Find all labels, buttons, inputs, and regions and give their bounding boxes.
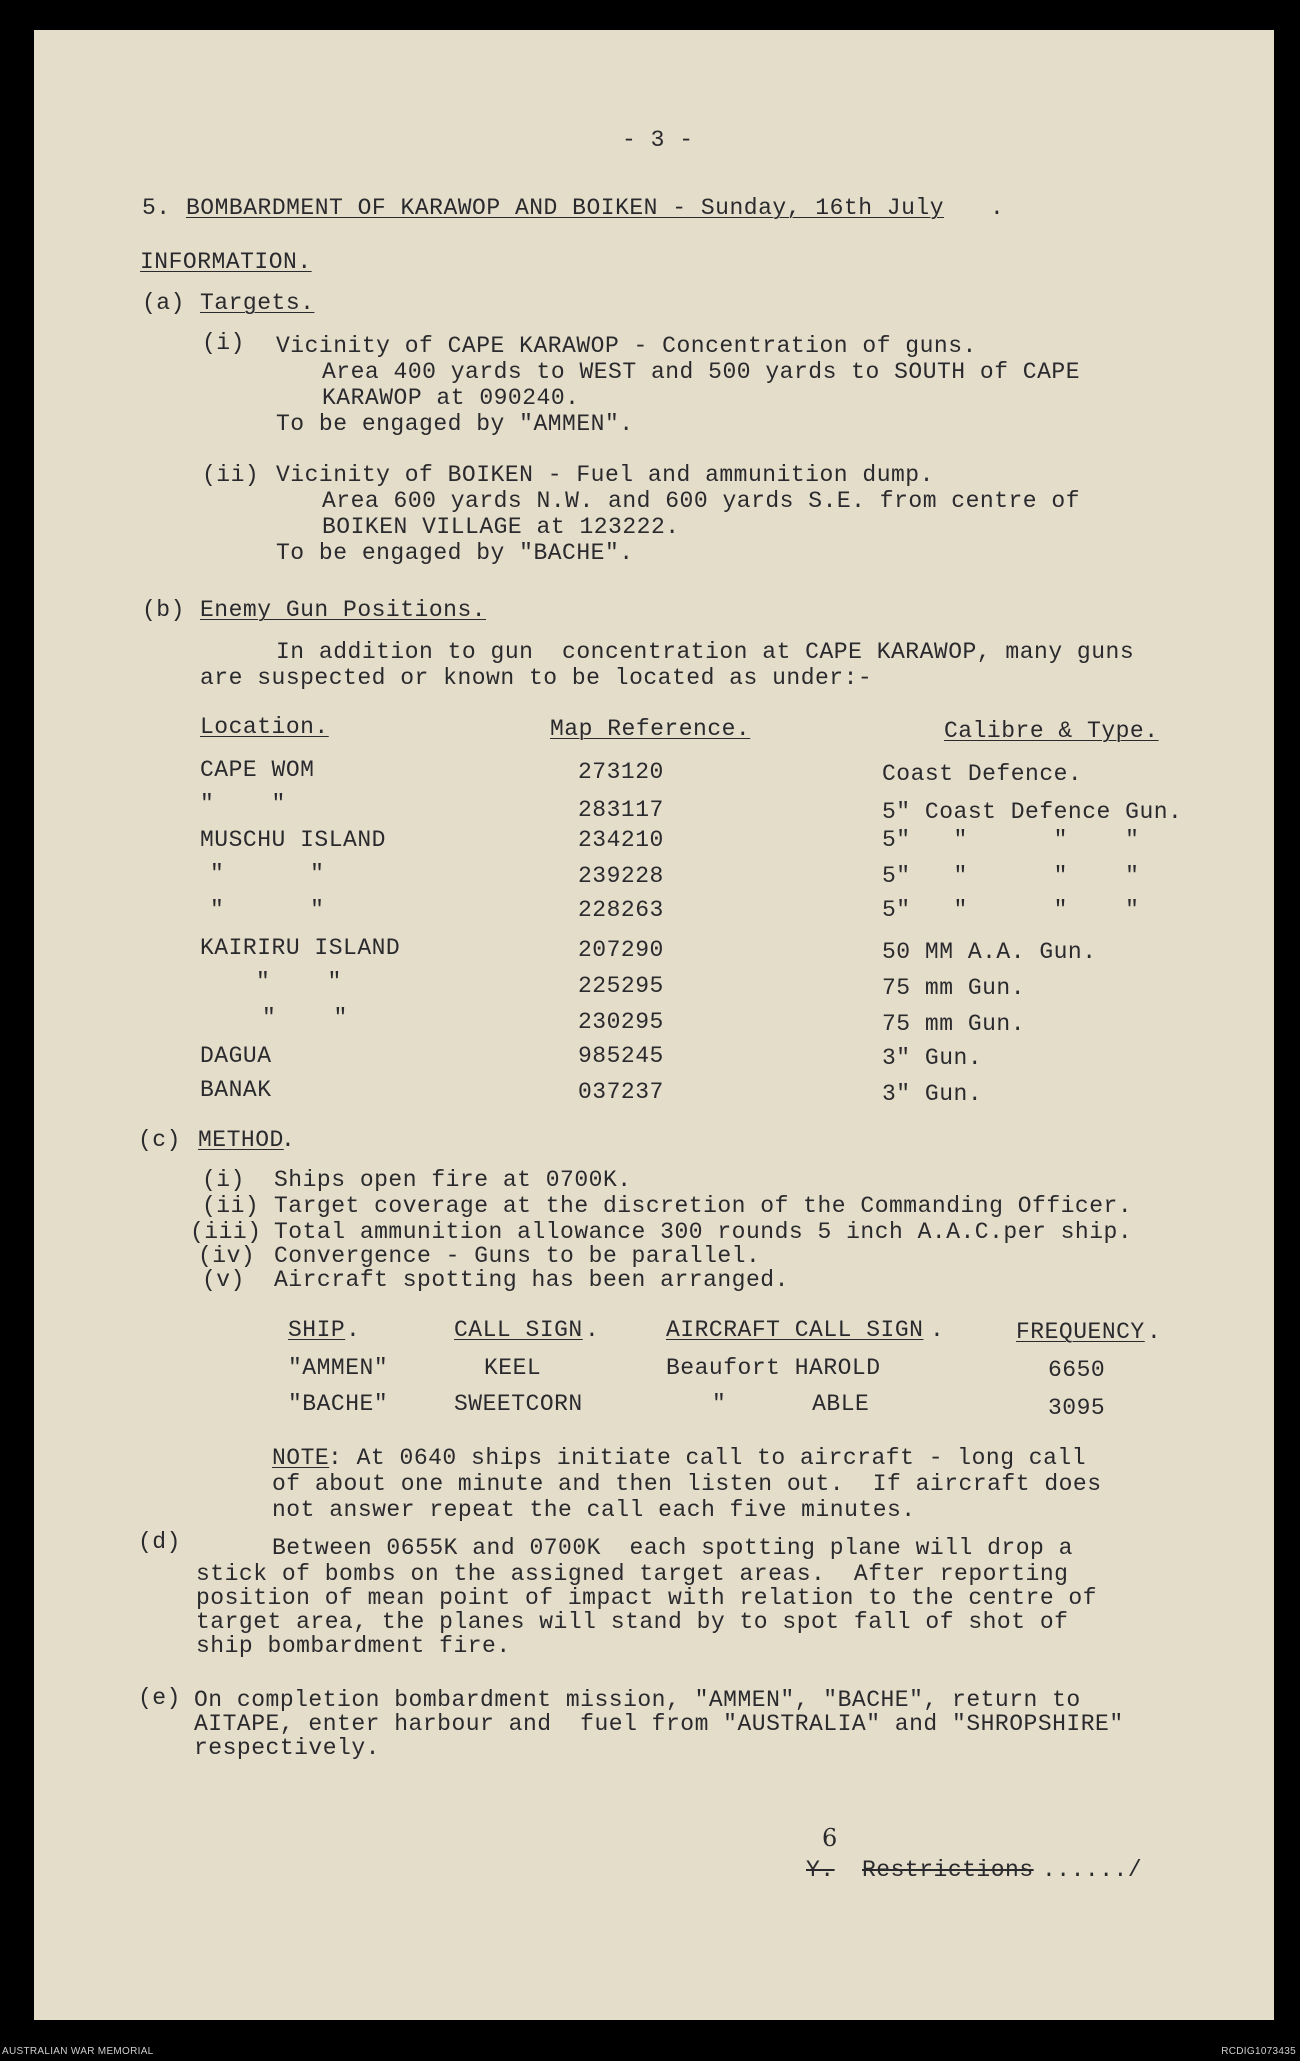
information-heading: INFORMATION. [140, 249, 312, 275]
method-item-number: (i) [202, 1167, 245, 1193]
gun-row-type: 75 mm Gun. [882, 1011, 1026, 1037]
section-title-end: . [990, 195, 1005, 221]
footer-right: RCDIG1073435 [1221, 2046, 1296, 2057]
gun-row-type: 5" Coast Defence Gun. [882, 799, 1183, 825]
targets-label: (a) [142, 290, 185, 316]
gun-row-ref: 225295 [578, 973, 664, 999]
para-d-label: (d) [138, 1529, 181, 1555]
para-e-line: On completion bombardment mission, "AMMEN", "BACHE", return to [194, 1687, 1081, 1713]
gun-row-ref: 239228 [578, 863, 664, 889]
call-row-frequency: 6650 [1048, 1357, 1106, 1383]
method-item-text: Target coverage at the discretion of the Commanding Officer. [274, 1193, 1133, 1219]
method-heading-end: . [281, 1127, 296, 1153]
call-row-ship: "AMMEN" [288, 1355, 389, 1381]
enemy-guns-label: (b) [142, 597, 185, 623]
header-call-sign-end: . [585, 1317, 600, 1343]
handwritten-section-number: 6 [822, 1824, 838, 1852]
gun-row-type: Coast Defence. [882, 761, 1083, 787]
gun-row-type: 5" " " " [882, 827, 1140, 853]
gun-row-location: KAIRIRU ISLAND [200, 935, 401, 961]
gun-row-location: " " [200, 791, 286, 817]
gun-row-ref: 230295 [578, 1009, 664, 1035]
gun-row-type: 5" " " " [882, 897, 1140, 923]
gun-row-type: 75 mm Gun. [882, 975, 1026, 1001]
method-item-text: Ships open fire at 0700K. [274, 1167, 632, 1193]
para-d-line: ship bombardment fire. [196, 1633, 511, 1659]
header-calibre: Calibre & Type. [944, 718, 1159, 744]
para-d-line: Between 0655K and 0700K each spotting plane will drop a [272, 1535, 1073, 1561]
targets-heading: Targets. [200, 290, 315, 316]
call-row-call-sign: KEEL [484, 1355, 542, 1381]
gun-row-ref: 228263 [578, 897, 664, 923]
target-1-line1: Vicinity of CAPE KARAWOP - Concentration of guns. [276, 333, 977, 359]
enemy-guns-intro-2: are suspected or known to be located as under:- [200, 665, 873, 691]
footer-left: AUSTRALIAN WAR MEMORIAL [2, 2046, 154, 2057]
header-call-sign: CALL SIGN [454, 1317, 583, 1343]
para-e-label: (e) [138, 1685, 181, 1711]
target-1-line4: To be engaged by "AMMEN". [276, 411, 634, 437]
para-e-line: respectively. [194, 1735, 380, 1761]
gun-row-location: DAGUA [200, 1043, 272, 1069]
note-label: NOTE [272, 1445, 330, 1471]
target-2-number: (ii) [202, 462, 260, 488]
method-item-number: (iii) [190, 1219, 262, 1245]
method-item-text: Aircraft spotting has been arranged. [274, 1267, 789, 1293]
note-line-3: not answer repeat the call each five minutes. [272, 1497, 916, 1523]
target-2-line2: Area 600 yards N.W. and 600 yards S.E. from centre of [322, 488, 1081, 514]
header-aircraft-end: . [930, 1317, 945, 1343]
gun-row-location: MUSCHU ISLAND [200, 827, 386, 853]
gun-row-ref: 037237 [578, 1079, 664, 1105]
enemy-guns-heading: Enemy Gun Positions. [200, 597, 487, 623]
target-2-line3: BOIKEN VILLAGE at 123222. [322, 514, 680, 540]
gun-row-ref: 207290 [578, 937, 664, 963]
target-2-line4: To be engaged by "BACHE". [276, 540, 634, 566]
method-item-number: (iv) [198, 1243, 256, 1269]
target-2-line1: Vicinity of BOIKEN - Fuel and ammunition dump. [276, 462, 934, 488]
para-e-line: AITAPE, enter harbour and fuel from "AUSTRALIA" and "SHROPSHIRE" [194, 1711, 1124, 1737]
note-line-1: : At 0640 ships initiate call to aircraft - long call [328, 1445, 1087, 1471]
target-1-line2: Area 400 yards to WEST and 500 yards to SOUTH of CAPE [322, 359, 1081, 385]
gun-row-ref: 283117 [578, 797, 664, 823]
header-map-reference: Map Reference. [550, 716, 751, 742]
header-aircraft-call-sign: AIRCRAFT CALL SIGN [666, 1317, 924, 1343]
gun-row-location: " " [210, 897, 325, 923]
enemy-guns-intro-1: In addition to gun concentration at CAPE KARAWOP, many guns [276, 639, 1135, 665]
header-location: Location. [200, 714, 329, 740]
para-d-line: position of mean point of impact with relation to the centre of [196, 1585, 1098, 1611]
gun-row-location: " " [210, 861, 325, 887]
method-heading: METHOD [198, 1127, 284, 1153]
gun-row-type: 50 MM A.A. Gun. [882, 939, 1097, 965]
gun-row-location: CAPE WOM [200, 757, 315, 783]
section-number: 5. [142, 195, 171, 221]
gun-row-type: 5" " " " [882, 863, 1140, 889]
gun-row-location: " " [262, 1005, 348, 1031]
para-d-line: stick of bombs on the assigned target areas. After reporting [196, 1561, 1069, 1587]
method-item-number: (ii) [202, 1193, 260, 1219]
header-ship-end: . [346, 1317, 361, 1343]
gun-row-type: 3" Gun. [882, 1045, 983, 1071]
continuation-trail: ....../ [1042, 1857, 1143, 1883]
gun-row-ref: 234210 [578, 827, 664, 853]
call-row-aircraft: " ABLE [712, 1391, 870, 1417]
target-1-number: (i) [202, 330, 245, 356]
section-title: BOMBARDMENT OF KARAWOP AND BOIKEN - Sunday, 16th July [186, 195, 945, 221]
gun-row-type: 3" Gun. [882, 1081, 983, 1107]
method-item-text: Total ammunition allowance 300 rounds 5 inch A.A.C.per ship. [274, 1219, 1133, 1245]
gun-row-location: BANAK [200, 1077, 272, 1103]
note-line-2: of about one minute and then listen out. If aircraft does [272, 1471, 1102, 1497]
header-ship: SHIP [288, 1317, 346, 1343]
page-number: - 3 - [622, 127, 694, 153]
method-label: (c) [138, 1127, 181, 1153]
gun-row-ref: 985245 [578, 1043, 664, 1069]
para-d-line: target area, the planes will stand by to spot fall of shot of [196, 1609, 1069, 1635]
call-row-ship: "BACHE" [288, 1391, 389, 1417]
target-1-line3: KARAWOP at 090240. [322, 385, 580, 411]
call-row-call-sign: SWEETCORN [454, 1391, 583, 1417]
method-item-text: Convergence - Guns to be parallel. [274, 1243, 761, 1269]
header-frequency: FREQUENCY [1016, 1319, 1145, 1345]
struck-restrictions: Restrictions [862, 1857, 1034, 1883]
header-frequency-end: . [1147, 1319, 1162, 1345]
gun-row-ref: 273120 [578, 759, 664, 785]
call-row-frequency: 3095 [1048, 1395, 1106, 1421]
method-item-number: (v) [202, 1267, 245, 1293]
gun-row-location: " " [256, 969, 342, 995]
call-row-aircraft: Beaufort HAROLD [666, 1355, 881, 1381]
struck-section-number: Y. [806, 1857, 835, 1883]
